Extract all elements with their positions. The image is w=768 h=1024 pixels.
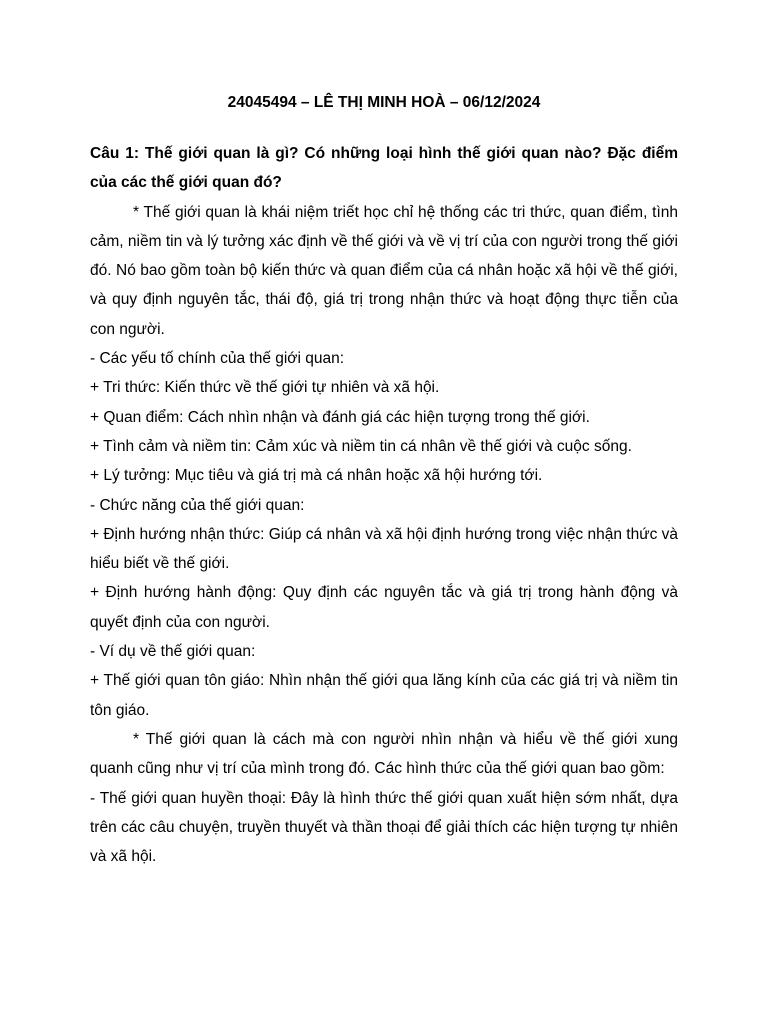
question-heading: Câu 1: Thế giới quan là gì? Có những loại hình thế giới quan nào? Đặc điểm của các thế giới quan đó?	[90, 145, 678, 192]
paragraph-forms-intro: * Thế giới quan là cách mà con người nhìn nhận và hiểu về thế giới xung quanh cũng như vị trí của mình trong đó. Các hình thức của thế giới quan bao gồm:	[90, 730, 678, 778]
paragraph-element-emotion: + Tình cảm và niềm tin: Cảm xúc và niềm tin cá nhân về thế giới và cuộc sống.	[90, 437, 632, 455]
document-title: 24045494 – LÊ THỊ MINH HOÀ – 06/12/2024	[227, 94, 541, 111]
paragraph-element-knowledge: + Tri thức: Kiến thức về thế giới tự nhiên và xã hội.	[90, 379, 440, 397]
paragraph-example-religious: + Thế giới quan tôn giáo: Nhìn nhận thế giới qua lăng kính của các giá trị và niềm tin tôn giáo.	[90, 672, 678, 719]
paragraph-examples-heading: - Ví dụ về thế giới quan:	[90, 643, 256, 661]
paragraph-element-ideal: + Lý tưởng: Mục tiêu và giá trị mà cá nhân hoặc xã hội hướng tới.	[90, 467, 543, 485]
paragraph-element-viewpoint: + Quan điểm: Cách nhìn nhận và đánh giá các hiện tượng trong thế giới.	[90, 408, 590, 426]
paragraph-function-cognition: + Định hướng nhận thức: Giúp cá nhân và xã hội định hướng trong việc nhận thức và hiểu biết về thế giới.	[90, 525, 678, 573]
paragraph-function-action: + Định hướng hành động: Quy định các nguyên tắc và giá trị trong hành động và quyết định của con người.	[90, 584, 678, 631]
paragraph-functions-heading: - Chức năng của thế giới quan:	[90, 496, 305, 514]
paragraph-form-mythological: - Thế giới quan huyền thoại: Đây là hình thức thế giới quan xuất hiện sớm nhất, dựa trên các câu chuyện, truyền thuyết và thần thoại để giải thích các hiện tượng tự nhiên và xã hội.	[90, 789, 678, 866]
paragraph-elements-heading: - Các yếu tố chính của thế giới quan:	[90, 350, 345, 368]
paragraph-definition: * Thế giới quan là khái niệm triết học chỉ hệ thống các tri thức, quan điểm, tình cảm, niềm tin và lý tưởng xác định về thế giới và về vị trí của con người trong thế giới đó. Nó bao gồm toàn bộ kiến thức và quan điểm của cá nhân hoặc xã hội về thế giới, và quy định nguyên tắc, thái độ, giá trị trong nhận thức và hoạt động thực tiễn của con người.	[90, 203, 678, 338]
